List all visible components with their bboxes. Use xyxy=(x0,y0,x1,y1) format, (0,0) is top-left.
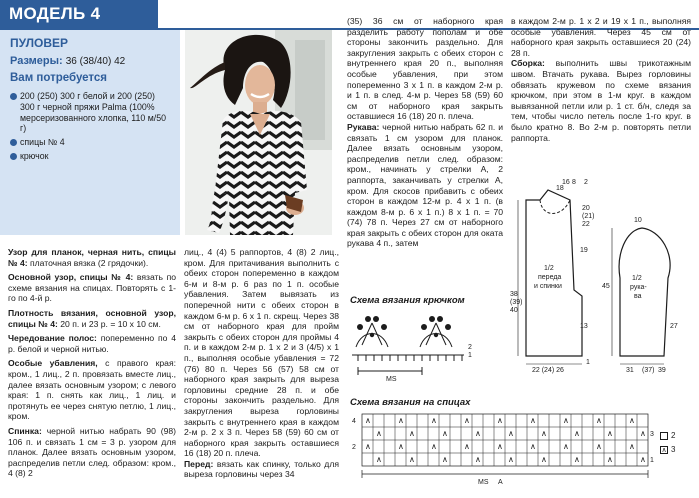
paragraph-front-cont: (35) 36 см от наборного края разделить работу пополам и обе стороны закончить раздельно. Для закругления закрыть с обеих сторон с внутреннего края 20 п., выполняя особые убавления, при этом попеременно 3 x 1 п. в каждом 2-м р. и 1 п. в след. 4-м р. Через 58 (59) 60 см от наборного края закрыть оставшиеся 16 (18) 20 п. плеча. xyxy=(347,16,503,122)
knit-stitch-mark: ∧ xyxy=(574,429,580,438)
dim-label: 31 xyxy=(626,367,634,374)
knit-stitch-mark: ∧ xyxy=(596,442,602,451)
dim-label: 8 xyxy=(572,179,576,186)
front-back-label-3: и спинки xyxy=(534,283,562,290)
knit-stitch-mark: ∧ xyxy=(607,429,613,438)
knit-legend-row: 2 xyxy=(660,430,675,441)
knit-row-label: 4 xyxy=(352,418,356,425)
knit-stitch-mark: ∧ xyxy=(464,442,470,451)
dim-label: 19 xyxy=(580,247,588,254)
text-column-1 xyxy=(8,247,176,479)
dim-label: 13 xyxy=(580,323,588,330)
knit-stitch-mark: ∧ xyxy=(409,429,415,438)
item-title: ПУЛОВЕР xyxy=(10,36,69,50)
dim-label: 38 xyxy=(510,291,518,298)
knit-row-label: 2 xyxy=(352,444,356,451)
knit-stitch-mark: ∧ xyxy=(607,455,613,464)
knit-stitch-mark: ∧ xyxy=(541,429,547,438)
bullet-icon xyxy=(10,93,17,100)
crochet-row-label: 2 xyxy=(468,344,472,351)
knit-row-label: 3 xyxy=(650,431,654,438)
dim-label: 22 (24) 26 xyxy=(532,367,564,374)
material-item-yarn: 200 (250) 300 г белой и 200 (250) 300 г черной пряжи Palma (100% мерсеризованного хлопка, 110 м/50 г) xyxy=(10,91,170,134)
dim-label: 20 xyxy=(582,205,590,212)
knit-stitch-mark: ∧ xyxy=(640,455,646,464)
crochet-ms-label: MS xyxy=(386,376,397,383)
knit-stitch-mark: ∧ xyxy=(431,442,437,451)
knit-stitch-mark: ∧ xyxy=(376,429,382,438)
knit-stitch-mark: ∧ xyxy=(398,442,404,451)
knit-stitch-mark: ∧ xyxy=(640,429,646,438)
knit-stitch-mark: ∧ xyxy=(365,416,371,425)
knit-stitch-mark: ∧ xyxy=(574,455,580,464)
knit-stitch-mark: ∧ xyxy=(398,416,404,425)
materials-box xyxy=(0,30,180,235)
knit-stitch-mark: ∧ xyxy=(442,429,448,438)
paragraph-front: Перед: вязать как спинку, только для выреза горловины через 34 xyxy=(184,458,339,480)
crochet-row-label: 1 xyxy=(468,352,472,359)
sleeve-label-3: ва xyxy=(634,293,642,300)
knit-stitch-mark: ∧ xyxy=(365,442,371,451)
paragraph-stripes: Чередование полос: попеременно по 4 р. белой и черной нитью. xyxy=(8,333,176,354)
dim-label: 27 xyxy=(670,323,678,330)
sizes-value: 36 (38/40) 42 xyxy=(65,56,126,67)
knit-arrow-label: A xyxy=(498,479,503,486)
knit-schema-title: Схема вязания на спицах xyxy=(350,397,471,408)
materials-heading: Вам потребуется xyxy=(10,72,108,84)
empty-cell-icon xyxy=(660,432,668,440)
knit-legend xyxy=(660,430,675,455)
dim-label: (39) xyxy=(510,299,523,306)
paragraph-sleeves: Рукава: черной нитью набрать 62 п. и связать 1 см узором для планок. Далее вязать основным узором, распределив петли след. образом: кром., начинать у стрелки А, 2 раппорта, заканчивать у стрелки А, кром. Для скосов прибавить с обеих сторон в каждом 12-м р. 4 x 1 п. (в каждом 8-м р. 6 x 1 п.) 8 x 1 п. = 70 (74) 78 п. Через 27 см от наборного края закрыть с обеих сторон для оката рукава 4 п., затем xyxy=(347,121,503,249)
dim-label: 2 xyxy=(584,179,588,186)
knit-stitch-mark: ∧ xyxy=(409,455,415,464)
knit-stitch-mark: ∧ xyxy=(475,455,481,464)
knit-stitch-mark: ∧ xyxy=(508,455,514,464)
paragraph-sleeves-cont: в каждом 2-м р. 1 x 2 и 19 x 1 п., выполняя особые убавления. Через 45 см от наборного края закрыть оставшиеся 20 (24) 28 п. xyxy=(511,16,691,58)
knit-legend-row: ∧ 3 xyxy=(661,445,676,454)
material-item-hook: крючок xyxy=(10,151,170,162)
knit-row-label: 1 xyxy=(650,457,654,464)
knit-stitch-mark: ∧ xyxy=(431,416,437,425)
knit-stitch-mark: ∧ xyxy=(475,429,481,438)
knit-stitch-mark: ∧ xyxy=(497,442,503,451)
knit-stitch-mark: ∧ xyxy=(629,416,635,425)
knit-stitch-mark: ∧ xyxy=(508,429,514,438)
knit-stitch-mark: ∧ xyxy=(629,442,635,451)
knit-stitch-mark: ∧ xyxy=(442,455,448,464)
knit-stitch-mark: ∧ xyxy=(563,416,569,425)
sleeve-label-1: 1/2 xyxy=(632,275,642,282)
dim-label: (21) xyxy=(582,213,595,220)
crochet-schema-title: Схема вязания крючком xyxy=(350,295,465,306)
knit-stitch-mark: ∧ xyxy=(497,416,503,425)
knit-stitch-mark: ∧ xyxy=(530,442,536,451)
paragraph-assembly: Сборка: выполнить швы трикотажным швом. Втачать рукава. Вырез горловины обвязать кружевом по схеме вязания крючком, при этом в 1-м круг. в каждом вывязанной петли или р. 1 ст. б/н, следя за тем, чтобы число петель после 1-го круг. в было кратно 8. Во 2-м р. повторять петли раппорта. xyxy=(511,58,691,143)
front-back-label-1: 1/2 xyxy=(544,265,554,272)
dim-label: (37) xyxy=(642,367,655,374)
model-title: МОДЕЛЬ 4 xyxy=(0,0,158,28)
paragraph-decreases: Особые убавления, с правого края: кром., 1 лиц., 2 п. провязать вместе лиц., далее вязать основным узором; с левого края: 1 п. снять как лиц., 1 лиц. и протянуть ее через снятую петлю, 1 лиц., кром. xyxy=(8,358,176,422)
pattern-drawing xyxy=(508,178,696,378)
dim-label: 39 xyxy=(658,367,666,374)
knit-stitch-mark: ∧ xyxy=(530,416,536,425)
sizes-label: Размеры: xyxy=(10,55,63,67)
dim-label: 18 xyxy=(556,185,564,192)
model-photo xyxy=(185,30,332,235)
text-column-2 xyxy=(184,247,339,480)
paragraph-gauge: Плотность вязания, основной узор, спицы № 4: 20 п. и 23 р. = 10 x 10 см. xyxy=(8,307,176,329)
sleeve-label-2: рука- xyxy=(630,284,647,291)
knit-chart xyxy=(348,410,653,488)
text-column-4 xyxy=(511,16,691,143)
dim-label: 40 xyxy=(510,307,518,314)
bullet-icon xyxy=(10,153,17,160)
knit-stitch-mark: ∧ xyxy=(464,416,470,425)
crochet-chart xyxy=(348,309,488,381)
paragraph-back: Спинка: черной нитью набрать 90 (98) 106 п. и связать 1 см = 3 р. узором для планок. Далее вязать основным узором, распределив петли след. образом: кром., 4 (8) 2 xyxy=(8,425,176,479)
material-item-needles: спицы № 4 xyxy=(10,137,170,148)
knit-stitch-mark: ∧ xyxy=(541,455,547,464)
dim-label: 45 xyxy=(602,283,610,290)
paragraph-edge-pattern: Узор для планок, черная нить, спицы № 4: платочная вязка (2 грядочки). xyxy=(8,247,176,268)
front-back-label-2: переда xyxy=(538,274,562,281)
dim-label: 22 xyxy=(582,221,590,228)
knit-stitch-mark: ∧ xyxy=(596,416,602,425)
paragraph-back-cont: лиц., 4 (4) 5 раппортов, 4 (8) 2 лиц., кром. Для притачивания выполнить с обеих сторон попеременно в каждом 6-м и 8-м р. 6 раз по 1 п. особые убавления. Затем вывязать из поперечной нити с обеих сторон в каждом 6-м р. 6 x 1 п. скрещ. Через 38 см от наборного края для пройм закрыть с обеих сторон для проймы 4 п. и в каждом 2-м р. 1 x 2 и 3 (4/5) x 1 п., выполняя особые убавления = 72 (76) 80 п. Через 56 (57) 58 см от наборного края закрыть для выреза горловины средние 28 п. и обе стороны закончить раздельно. Для закругления выреза горловины закрыть с внутреннего края в каждом 2-м р. 2 x 3 п. Через 58 (59) 60 см от наборного края закрыть оставшиеся 16 (18) 20 п. плеча. xyxy=(184,247,339,459)
knit-ms-label: MS xyxy=(478,479,489,486)
lambda-cell-icon: ∧ xyxy=(661,446,667,454)
dim-label: 10 xyxy=(634,217,642,224)
dim-label: 16 xyxy=(562,179,570,186)
knit-stitch-mark: ∧ xyxy=(563,442,569,451)
text-column-3 xyxy=(347,16,503,249)
dim-label: 1 xyxy=(586,359,590,366)
paragraph-main-pattern: Основной узор, спицы № 4: вязать по схеме вязания на спицах. Повторять с 1-го по 4-й р. xyxy=(8,272,176,304)
knit-stitch-mark: ∧ xyxy=(376,455,382,464)
bullet-icon xyxy=(10,139,17,146)
